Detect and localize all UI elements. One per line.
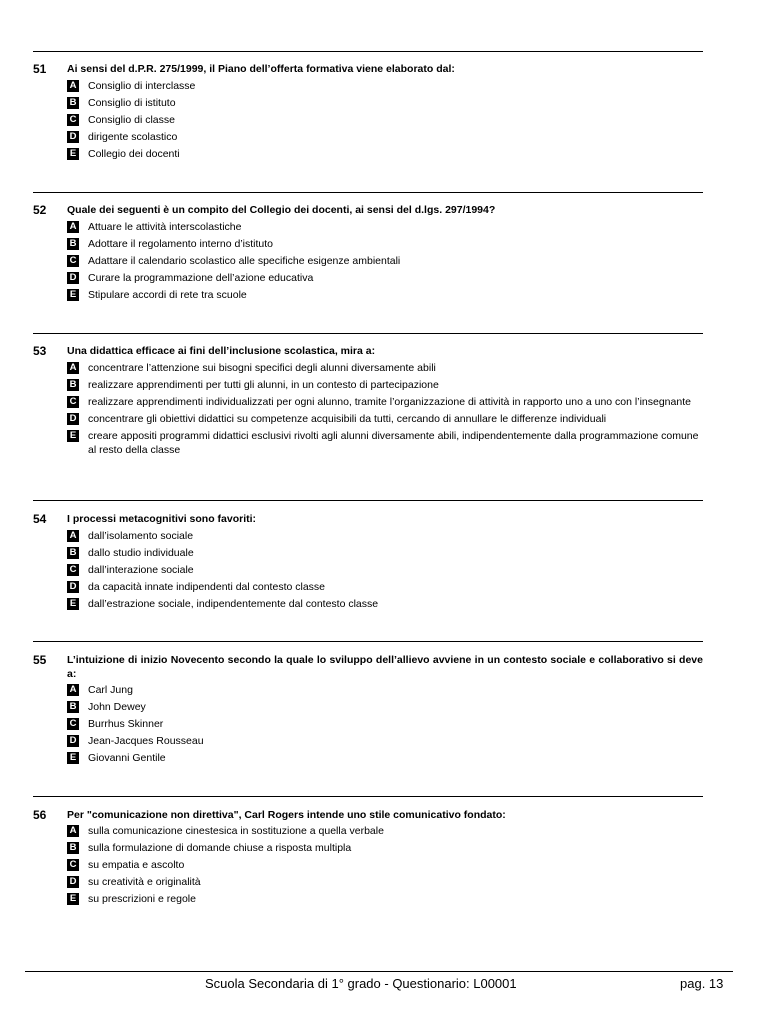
option-text: Attuare le attività interscolastiche [88,221,242,233]
answer-option-d[interactable] [67,734,703,748]
answer-option-d[interactable] [67,130,703,144]
option-letter-badge: B [67,547,79,559]
option-text: realizzare apprendimenti per tutti gli alunni, in un contesto di partecipazione [88,379,439,391]
question-number: 54 [33,512,47,526]
option-letter-badge: D [67,413,79,425]
answer-option-e[interactable] [67,892,703,906]
answer-option-b[interactable] [67,841,703,855]
option-text: concentrare gli obiettivi didattici su competenze acquisibili da tutti, cercando di annullare le differenze individuali [88,413,607,425]
answer-options [67,361,703,460]
option-letter-badge: C [67,396,79,408]
option-letter-badge: A [67,825,79,837]
answer-option-a[interactable] [67,361,703,375]
answer-option-c[interactable] [67,563,703,577]
option-letter-badge: B [67,842,79,854]
option-letter-badge: E [67,752,79,764]
option-text: realizzare apprendimenti individualizzati per ogni alunno, tramite l’organizzazione di attività in rapporto uno a uno con l’insegnante [88,396,691,408]
answer-option-a[interactable] [67,220,703,234]
option-letter-badge: D [67,735,79,747]
question-text: Ai sensi del d.P.R. 275/1999, il Piano dell’offerta formativa viene elaborato dal: [67,63,455,75]
answer-option-c[interactable] [67,395,703,409]
question-text: Una didattica efficace ai fini dell’inclusione scolastica, mira a: [67,345,376,357]
option-letter-badge: D [67,581,79,593]
answer-option-e[interactable] [67,147,703,161]
answer-option-d[interactable] [67,580,703,594]
question-separator [33,333,703,334]
option-letter-badge: B [67,97,79,109]
option-letter-badge: C [67,718,79,730]
answer-option-c[interactable] [67,113,703,127]
answer-option-c[interactable] [67,717,703,731]
question-text: L’intuizione di inizio Novecento secondo la quale lo sviluppo dell’allievo avviene in un contesto sociale e collaborativo si deve a: [67,654,703,680]
option-text: su prescrizioni e regole [88,893,196,905]
option-text: John Dewey [88,701,146,713]
option-text: su empatia e ascolto [88,859,185,871]
option-text: Burrhus Skinner [88,718,164,730]
question-separator [33,796,703,797]
option-text: concentrare l’attenzione sui bisogni specifici degli alunni diversamente abili [88,362,436,374]
question-separator [33,51,703,52]
answer-option-d[interactable] [67,875,703,889]
option-letter-badge: B [67,701,79,713]
option-letter-badge: B [67,379,79,391]
option-letter-badge: A [67,80,79,92]
option-text: da capacità innate indipendenti dal contesto classe [88,581,325,593]
option-text: Collegio dei docenti [88,148,180,160]
answer-option-b[interactable] [67,546,703,560]
answer-options [67,79,703,164]
answer-option-d[interactable] [67,412,703,426]
question-number: 51 [33,62,47,76]
option-text: Jean-Jacques Rousseau [88,735,204,747]
option-letter-badge: A [67,221,79,233]
option-text: Consiglio di interclasse [88,80,196,92]
option-text: sulla formulazione di domande chiuse a risposta multipla [88,842,352,854]
option-letter-badge: E [67,289,79,301]
option-letter-badge: E [67,148,79,160]
answer-options [67,824,703,909]
question-text: Quale dei seguenti è un compito del Collegio dei docenti, ai sensi del d.lgs. 297/1994? [67,204,496,216]
answer-option-b[interactable] [67,700,703,714]
option-letter-badge: E [67,430,79,442]
option-letter-badge: C [67,564,79,576]
option-text: Consiglio di classe [88,114,175,126]
option-letter-badge: E [67,598,79,610]
answer-option-e[interactable] [67,751,703,765]
answer-option-c[interactable] [67,858,703,872]
option-letter-badge: C [67,255,79,267]
option-letter-badge: A [67,362,79,374]
question-number: 55 [33,653,47,667]
option-letter-badge: B [67,238,79,250]
option-text: dall’interazione sociale [88,564,194,576]
option-text: dallo studio individuale [88,547,194,559]
question-text: I processi metacognitivi sono favoriti: [67,513,257,525]
page-number: pag. 13 [680,976,724,991]
option-text: Stipulare accordi di rete tra scuole [88,289,247,301]
option-text: dall’estrazione sociale, indipendentemente dal contesto classe [88,598,379,610]
answer-option-a[interactable] [67,824,703,838]
option-letter-badge: A [67,530,79,542]
option-text: Giovanni Gentile [88,752,166,764]
option-text: su creatività e originalità [88,876,201,888]
option-letter-badge: D [67,272,79,284]
answer-options [67,529,703,614]
option-text: Curare la programmazione dell’azione educativa [88,272,314,284]
answer-option-d[interactable] [67,271,703,285]
footer-title: Scuola Secondaria di 1° grado - Questionario: L00001 [205,976,517,991]
answer-option-a[interactable] [67,683,703,697]
question-number: 56 [33,808,47,822]
option-text: dall’isolamento sociale [88,530,194,542]
answer-options [67,220,703,305]
question-number: 53 [33,344,47,358]
option-text: dirigente scolastico [88,131,178,143]
answer-option-e[interactable] [67,597,703,611]
question-separator [33,641,703,642]
option-text: creare appositi programmi didattici esclusivi rivolti agli alunni diversamente abili, indipendentemente dalla programmazione comune al resto della classe [88,430,699,456]
option-letter-badge: C [67,859,79,871]
question-number: 52 [33,203,47,217]
answer-option-b[interactable] [67,378,703,392]
option-text: Carl Jung [88,684,133,696]
option-letter-badge: A [67,684,79,696]
answer-option-e[interactable] [67,429,703,457]
answer-option-c[interactable] [67,254,703,268]
option-text: sulla comunicazione cinestesica in sostituzione a quella verbale [88,825,384,837]
option-letter-badge: D [67,131,79,143]
option-text: Consiglio di istituto [88,97,176,109]
option-letter-badge: C [67,114,79,126]
option-letter-badge: E [67,893,79,905]
option-text: Adattare il calendario scolastico alle specifiche esigenze ambientali [88,255,401,267]
answer-options [67,683,703,768]
option-text: Adottare il regolamento interno d’istituto [88,238,274,250]
question-separator [33,192,703,193]
answer-option-b[interactable] [67,96,703,110]
footer-separator [25,971,733,972]
answer-option-e[interactable] [67,288,703,302]
option-letter-badge: D [67,876,79,888]
answer-option-a[interactable] [67,79,703,93]
question-separator [33,500,703,501]
question-text: Per "comunicazione non direttiva", Carl Rogers intende uno stile comunicativo fondato: [67,809,506,821]
answer-option-a[interactable] [67,529,703,543]
answer-option-b[interactable] [67,237,703,251]
